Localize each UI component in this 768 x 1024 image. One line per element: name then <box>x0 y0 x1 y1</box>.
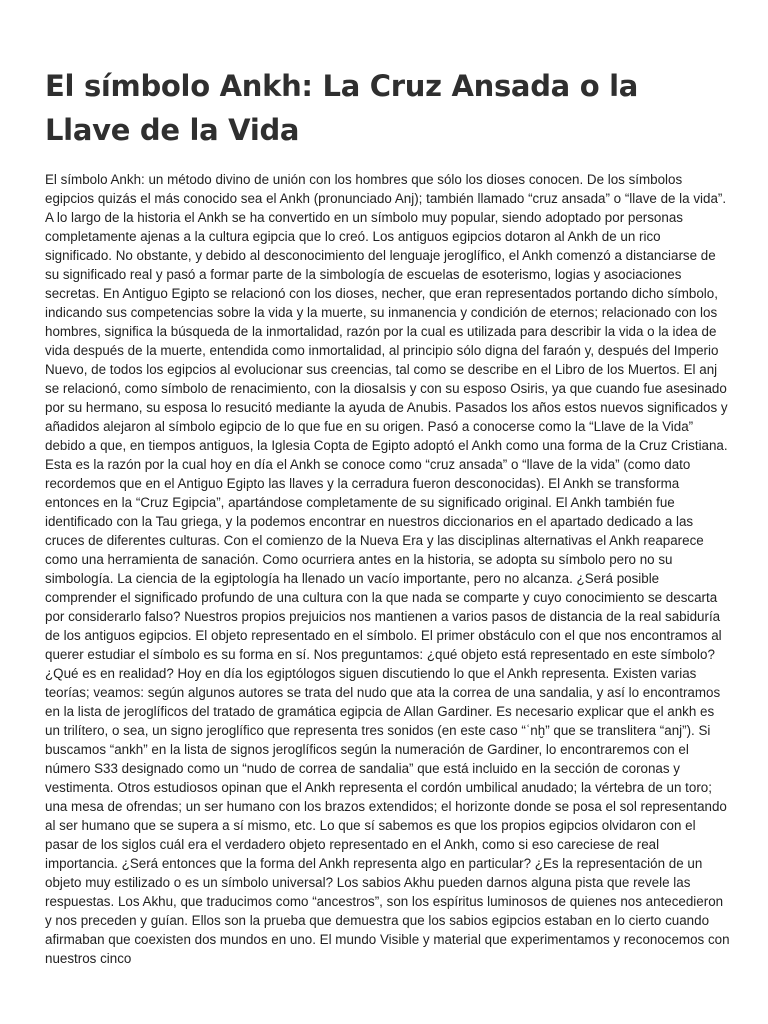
article-body: El símbolo Ankh: un método divino de unión con los hombres que sólo los dioses conocen. De los símbolos egipcios quizás el más conocido sea el Ankh (pronunciado Anj); también llamado “cruz ansada” o “llave de la vida”. A lo largo de la historia el Ankh se ha convertido en un símbolo muy popular, siendo adoptado por personas completamente ajenas a la cultura egipcia que lo creó. Los antiguos egipcios dotaron al Ankh de un rico significado. No obstante, y debido al desconocimiento del lenguaje jeroglífico, el Ankh comenzó a distanciarse de su significado real y pasó a formar parte de la simbología de escuelas de esoterismo, logias y asociaciones secretas. En Antiguo Egipto se relacionó con los dioses, necher, que eran representados portando dicho símbolo, indicando sus competencias sobre la vida y la muerte, su inmanencia y condición de eternos; relacionado con los hombres, significa la búsqueda de la inmortalidad, razón por la cual es utilizada para describir la vida o la idea de vida después de la muerte, entendida como inmortalidad, al principio sólo digna del faraón y, después del Imperio Nuevo, de todos los egipcios al evolucionar sus creencias, tal como se describe en el Libro de los Muertos. El anj se relacionó, como símbolo de renacimiento, con la diosaIsis y con su esposo Osiris, ya que cuando fue asesinado por su hermano, su esposa lo resucitó mediante la ayuda de Anubis. Pasados los años estos nuevos significados y añadidos alejaron al símbolo egipcio de lo que fue en su origen. Pasó a conocerse como la “Llave de la Vida” debido a que, en tiempos antiguos, la Iglesia Copta de Egipto adoptó el Ankh como una forma de la Cruz Cristiana. Esta es la razón por la cual hoy en día el Ankh se conoce como “cruz ansada” o “llave de la vida” (como dato recordemos que en el Antiguo Egipto las llaves y la cerradura fueron desconocidas). El Ankh se transforma entonces en la “Cruz Egipcia”, apartándose completamente de su significado original. El Ankh también fue identificado con la Tau griega, y la podemos encontrar en nuestros diccionarios en el apartado dedicado a las cruces de diferentes culturas. Con el comienzo de la Nueva Era y las disciplinas alternativas el Ankh reaparece como una herramienta de sanación. Como ocurriera antes en la historia, se adopta su símbolo pero no su simbología. La ciencia de la egiptología ha llenado un vacío importante, pero no alcanza. ¿Será posible comprender el significado profundo de una cultura con la que nada se comparte y cuyo conocimiento se descarta por considerarlo falso? Nuestros propios prejuicios nos mantienen a varios pasos de distancia de la real sabiduría de los antiguos egipcios. El objeto representado en el símbolo. El primer obstáculo con el que nos encontramos al querer estudiar el símbolo es su forma en sí. Nos preguntamos: ¿qué objeto está representado en este símbolo? ¿Qué es en realidad? Hoy en día los egiptólogos siguen discutiendo lo que el Ankh representa. Existen varias teorías; veamos: según algunos autores se trata del nudo que ata la correa de una sandalia, y así lo encontramos en la lista de jeroglíficos del tratado de gramática egipcia de Allan Gardiner. Es necesario explicar que el ankh es un trilítero, o sea, un signo jeroglífico que representa tres sonidos (en este caso “ʿnḫ” que se translitera “anj”). Si buscamos “ankh” en la lista de signos jeroglíficos según la numeración de Gardiner, lo encontraremos con el número S33 designado como un “nudo de correa de sandalia” que está incluido en la sección de coronas y vestimenta. Otros estudiosos opinan que el Ankh representa el cordón umbilical anudado; la vértebra de un toro; una mesa de ofrendas; un ser humano con los brazos extendidos; el horizonte donde se posa el sol representando al ser humano que se supera a sí mismo, etc. Lo que sí sabemos es que los propios egipcios olvidaron con el pasar de los siglos cuál era el verdadero objeto representado en el Ankh, como si eso careciese de real importancia. ¿Será entonces que la forma del Ankh representa algo en particular? ¿Es la representación de un objeto muy estilizado o es un símbolo universal? Los sabios Akhu pueden darnos alguna pista que revele las respuestas. Los Akhu, que traducimos como “ancestros”, son los espíritus luminosos de quienes nos antecedieron y nos preceden y guían. Ellos son la prueba que demuestra que los sabios egipcios estaban en lo cierto cuando afirmaban que coexisten dos mundos en uno. El mundo Visible y material que experimentamos y reconocemos con nuestros cinco <box>45 172 730 966</box>
page-title: El símbolo Ankh: La Cruz Ansada o la Llave de la Vida <box>45 69 639 147</box>
document-page <box>45 64 730 968</box>
